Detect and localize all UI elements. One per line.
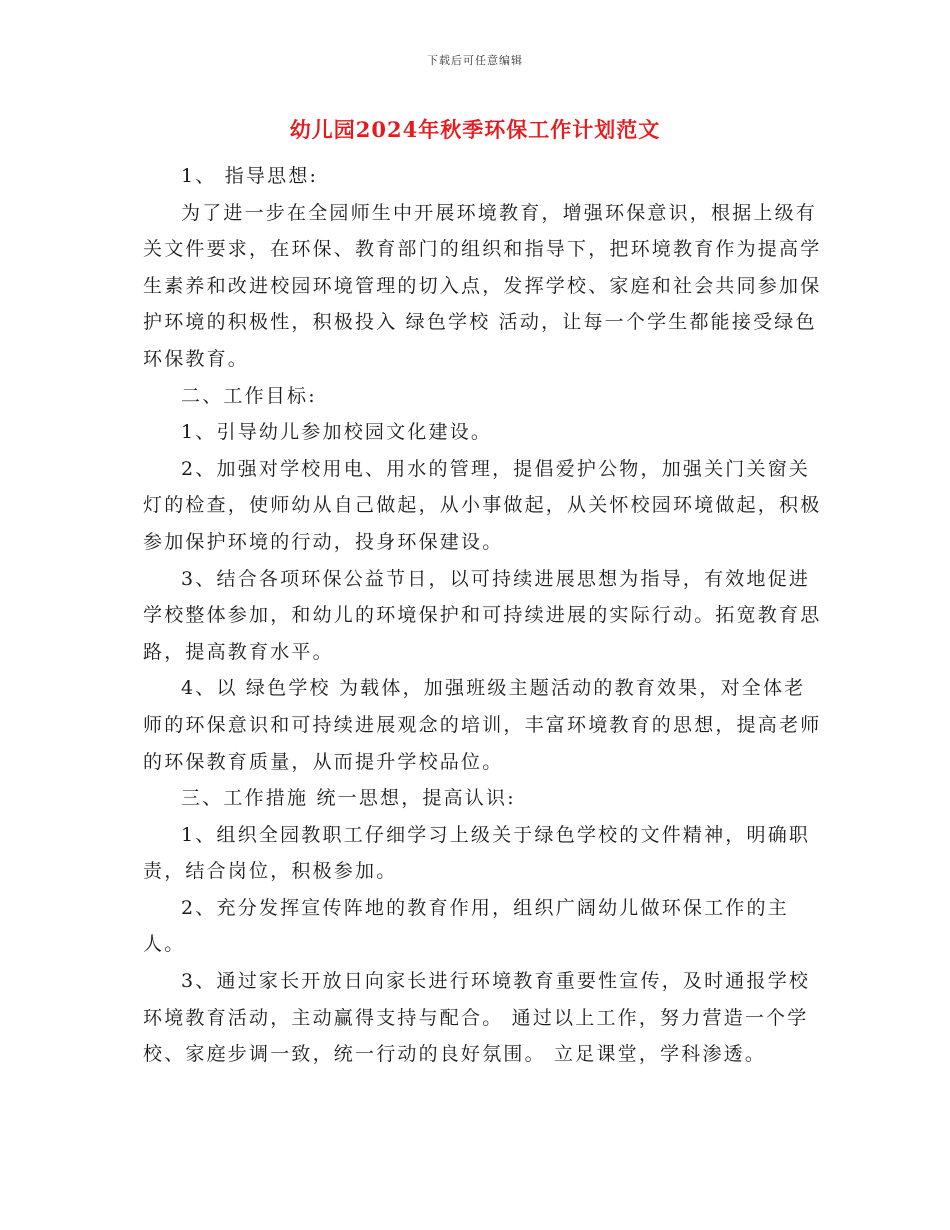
document-title: 幼儿园2024年秋季环保工作计划范文 (289, 117, 661, 142)
paragraph-goal-3: 3、结合各项环保公益节日，以可持续进展思想为指导，有效地促进学校整体参加，和幼儿的环境保护和可持续进展的实际行动。拓宽教育思路，提高教育水平。 (143, 567, 822, 663)
document-body (143, 158, 823, 1073)
paragraph-measure-1: 1、组织全园教职工仔细学习上级关于绿色学校的文件精神，明确职责，结合岗位，积极参加。 (143, 823, 811, 883)
page-header-note: 下载后可任意编辑 (427, 54, 523, 67)
paragraph-guiding-thought: 为了进一步在全园师生中开展环境教育，增强环保意识，根据上级有关文件要求，在环保、教育部门的组织和指导下，把环境教育作为提高学生素养和改进校园环境管理的切入点，发挥学校、家庭和社会共同参加保护环境的积极性，积极投入 绿色学校 活动，让每一个学生都能接受绿色环保教育。 (143, 201, 822, 370)
paragraph-measure-3: 3、通过家长开放日向家长进行环境教育重要性宣传，及时通报学校环境教育活动，主动赢得支持与配合。 通过以上工作，努力营造一个学校、家庭步调一致，统一行动的良好氛围。 立足课堂，学科渗透。 (143, 970, 811, 1066)
section-heading-work-goals: 二、工作目标: (181, 384, 317, 407)
paragraph-goal-4: 4、以 绿色学校 为载体，加强班级主题活动的教育效果，对全体老师的环保意识和可持续进展观念的培训，丰富环境教育的思想，提高老师的环保教育质量，从而提升学校品位。 (143, 677, 822, 773)
paragraph-measure-2: 2、充分发挥宣传阵地的教育作用，组织广阔幼儿做环保工作的主人。 (143, 896, 789, 956)
paragraph-goal-2: 2、加强对学校用电、用水的管理，提倡爱护公物，加强关门关窗关灯的检查，使师幼从自己做起，从小事做起，从关怀校园环境做起，积极参加保护环境的行动，投身环保建设。 (143, 457, 822, 553)
paragraph-goal-1: 1、引导幼儿参加校园文化建设。 (181, 421, 493, 444)
section-heading-work-measures: 三、工作措施 统一思想，提高认识: (181, 787, 516, 810)
section-heading-guiding-thought: 1、 指导思想: (181, 165, 319, 187)
